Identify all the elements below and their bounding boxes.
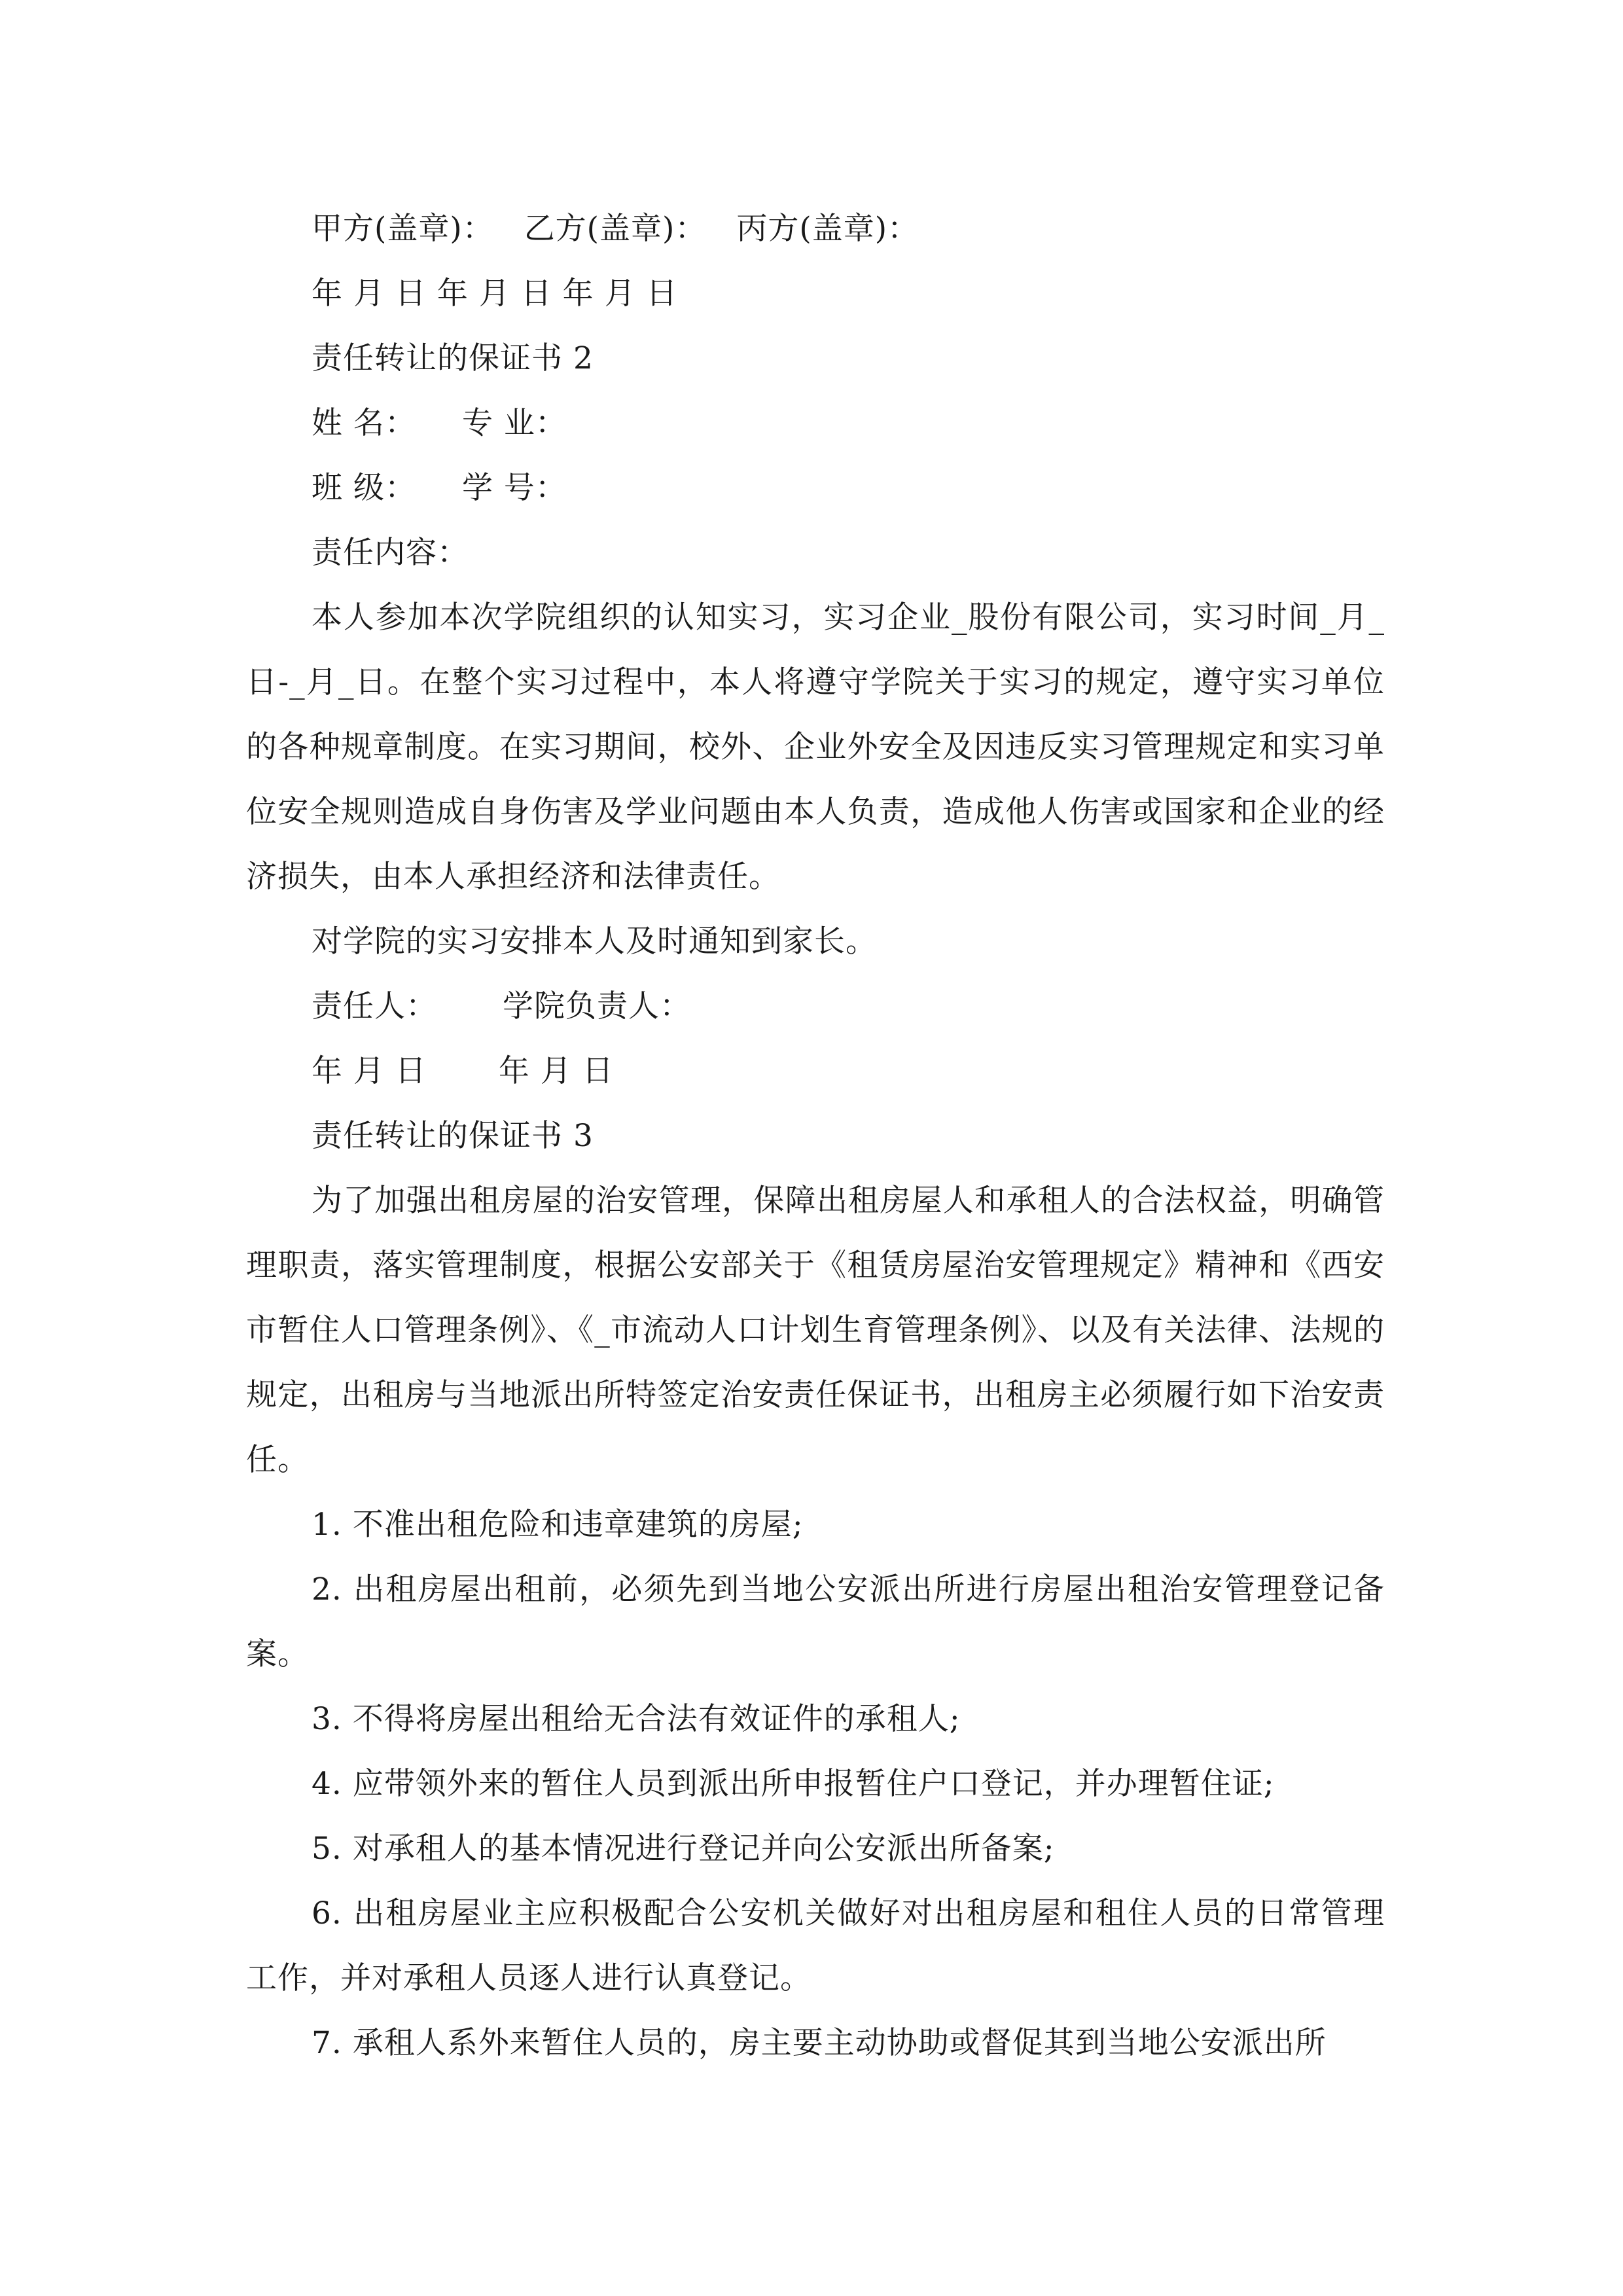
major-label: 专 业： <box>461 405 567 441</box>
list-item: 3. 不得将房屋出租给无合法有效证件的承租人; <box>312 1701 961 1737</box>
list-item: 1. 不准出租危险和违章建筑的房屋; <box>312 1507 804 1543</box>
section3-intro: 为了加强出租房屋的治安管理，保障出租房屋人和承租人的合法权益，明确管理职责，落实管理制度，根据公安部关于《租赁房屋治安管理规定》精神和《西安市暂住人口管理条例》、《_市流动人口计划生育管理条例》、以及有关法律、法规的规定，出租房与当地派出所特签定治安责任保证书，出租房主必须履行如下治安责任。 <box>246 1183 1385 1478</box>
responsibility-signature-row <box>246 974 1385 1039</box>
name-major-row <box>246 391 1385 456</box>
name-label: 姓 名： <box>312 405 416 441</box>
date-right: 年 月 日 <box>498 1053 614 1089</box>
class-label: 班 级： <box>312 470 416 506</box>
date-left: 年 月 日 <box>312 1053 427 1089</box>
party-a-seal-label: 甲方(盖章)： <box>312 211 494 247</box>
section2-title: 责任转让的保证书 2 <box>312 340 594 376</box>
date-row-1: 年 月 日 年 月 日 年 月 日 <box>312 276 678 312</box>
date-row-2 <box>246 1039 1385 1103</box>
signature-row <box>246 196 1385 261</box>
party-b-seal-label: 乙方(盖章)： <box>524 211 707 247</box>
content-label: 责任内容： <box>312 535 469 571</box>
list-item: 7. 承租人系外来暂住人员的，房主要主动协助或督促其到当地公安派出所 <box>312 2025 1327 2061</box>
list-item: 2. 出租房屋出租前，必须先到当地公安派出所进行房屋出租治安管理登记备案。 <box>246 1571 1385 1672</box>
list-item: 6. 出租房屋业主应积极配合公安机关做好对出租房屋和租住人员的日常管理工作，并对承租人员逐人进行认真登记。 <box>246 1895 1385 1996</box>
party-c-seal-label: 丙方(盖章)： <box>736 211 919 247</box>
section3-title: 责任转让的保证书 3 <box>312 1118 594 1154</box>
section2-paragraph-2: 对学院的实习安排本人及时通知到家长。 <box>312 924 877 960</box>
class-studentno-row <box>246 456 1385 520</box>
section2-paragraph-1: 本人参加本次学院组织的认知实习，实习企业_股份有限公司，实习时间_月_日-_月_日。在整个实习过程中，本人将遵守学院关于实习的规定，遵守实习单位的各种规章制度。在实习期间，校外、企业外安全及因违反实习管理规定和实习单位安全规则造成自身伤害及学业问题由本人负责，造成他人伤害或国家和企业的经济损失，由本人承担经济和法律责任。 <box>246 600 1385 895</box>
list-item: 5. 对承租人的基本情况进行登记并向公安派出所备案; <box>312 1831 1055 1867</box>
college-head-label: 学院负责人： <box>503 988 691 1024</box>
list-item: 4. 应带领外来的暂住人员到派出所申报暂住户口登记，并办理暂住证; <box>312 1766 1275 1802</box>
student-no-label: 学 号： <box>461 470 567 506</box>
responsible-person-label: 责任人： <box>312 988 437 1024</box>
document-body <box>246 196 1385 2075</box>
